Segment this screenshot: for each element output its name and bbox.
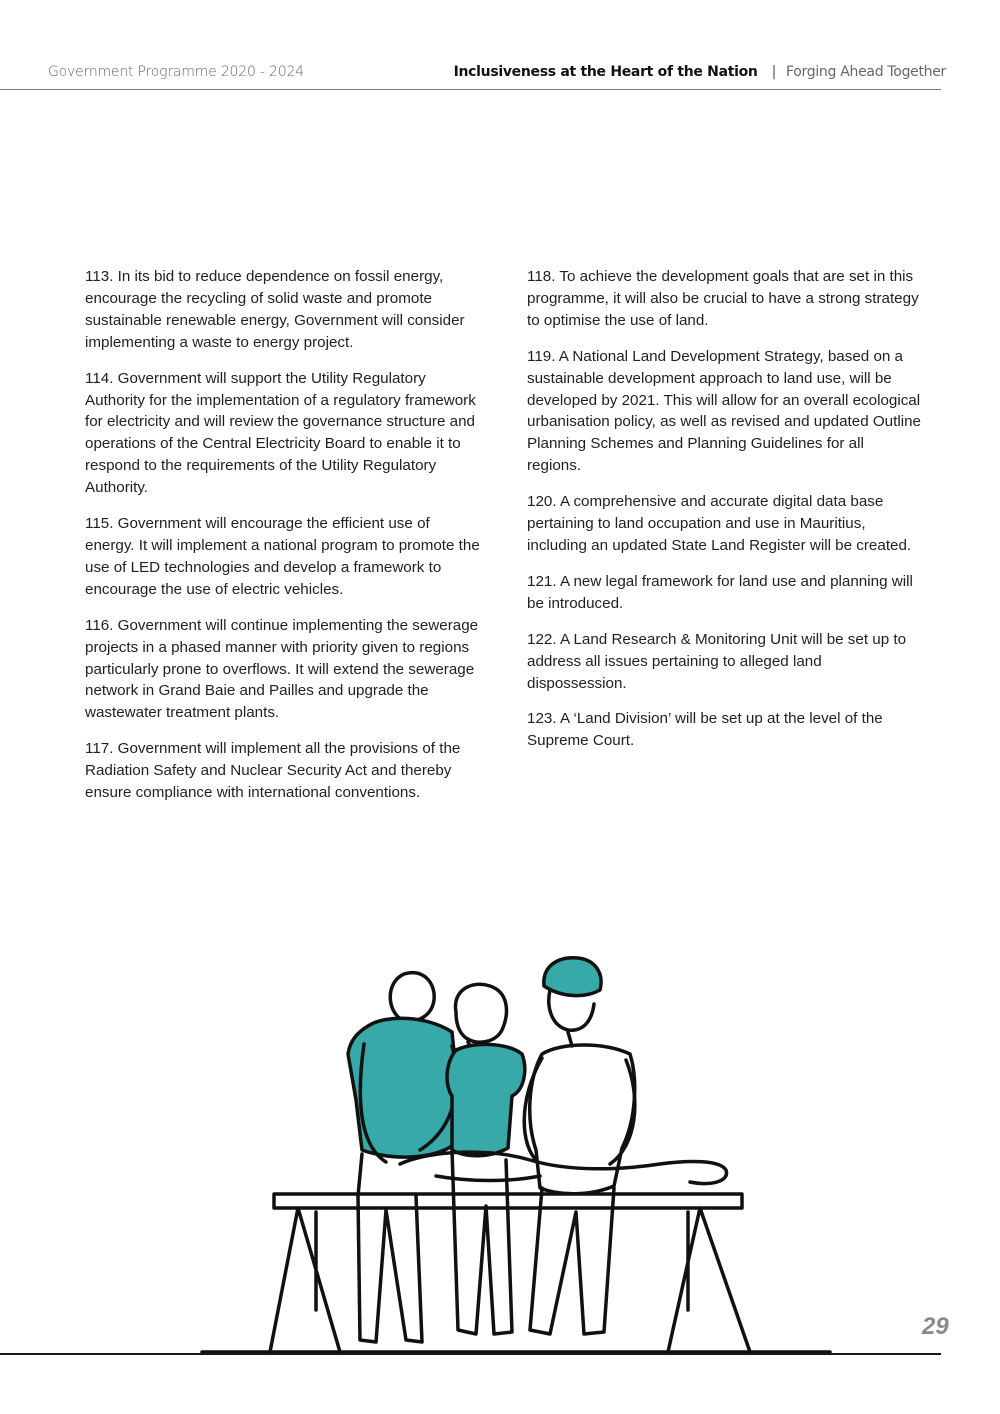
paragraph-121: 121. A new legal framework for land use and planning will be introduced. — [527, 572, 913, 612]
footer-rule — [0, 1353, 941, 1355]
trestle-right — [668, 1208, 750, 1352]
paragraph-113: 113. In its bid to reduce dependence on fossil energy, encourage the recycling of solid waste and promote sustainable renewable energy, Government will consider implementing a waste to energy project. — [85, 268, 465, 351]
paragraph-123: 123. A ‘Land Division’ will be set up at the level of the Supreme Court. — [527, 710, 883, 750]
paragraph-118: 118. To achieve the development goals that are set in this programme, it will also be crucial to have a strong strategy to optimise the use of land. — [527, 268, 919, 329]
workers-illustration-icon — [190, 950, 840, 1360]
paragraph-120: 120. A comprehensive and accurate digital data base pertaining to land occupation and use in Mauritius, including an updated State Land Register will be created. — [527, 493, 912, 554]
paragraph-116: 116. Government will continue implementing the sewerage projects in a phased manner with priority given to regions particularly prone to overflows. It will extend the sewerage network in Grand Baie and Pailles and upgrade the wastewater treatment plants. — [85, 616, 479, 722]
page-number: 29 — [922, 1313, 949, 1340]
tagline-secondary: Forging Ahead Together — [786, 64, 946, 80]
paragraph-117: 117. Government will implement all the provisions of the Radiation Safety and Nuclear Security Act and thereby ensure compliance with international conventions. — [85, 740, 461, 802]
header-rule — [0, 89, 941, 90]
header-tagline — [454, 64, 946, 80]
tagline-primary: Inclusiveness at the Heart of the Nation — [453, 64, 758, 80]
worker-right — [524, 958, 635, 1334]
left-column — [85, 266, 480, 818]
paragraph-119: 119. A National Land Development Strategy, based on a sustainable development approach to land use, will be developed by 2021. This will allow for an overall ecological urbanisation policy, as well as revised and updated Outline Planning Schemes and Planning Guidelines for all regions. — [527, 347, 921, 475]
worker-left — [348, 973, 458, 1342]
page-header — [0, 0, 1000, 90]
right-column — [527, 266, 922, 766]
paragraph-114: 114. Government will support the Utility Regulatory Authority for the implementation of a regulatory framework for electricity and will review the governance structure and operations of the Central Electricity Board to enable it to respond to the requirements of the Utility Regulatory Authority. — [85, 369, 476, 497]
rolled-plans — [400, 1152, 727, 1183]
trestle-left — [270, 1208, 340, 1352]
paragraph-122: 122. A Land Research & Monitoring Unit will be set up to address all issues pertaining to alleged land dispossession. — [527, 630, 907, 692]
paragraph-115: 115. Government will encourage the efficient use of energy. It will implement a national program to promote the use of LED technologies and develop a framework to encourage the use of electric vehicles. — [85, 515, 480, 598]
worker-middle — [447, 984, 525, 1334]
header-separator: | — [771, 64, 777, 80]
document-title: Government Programme 2020 - 2024 — [48, 64, 304, 80]
